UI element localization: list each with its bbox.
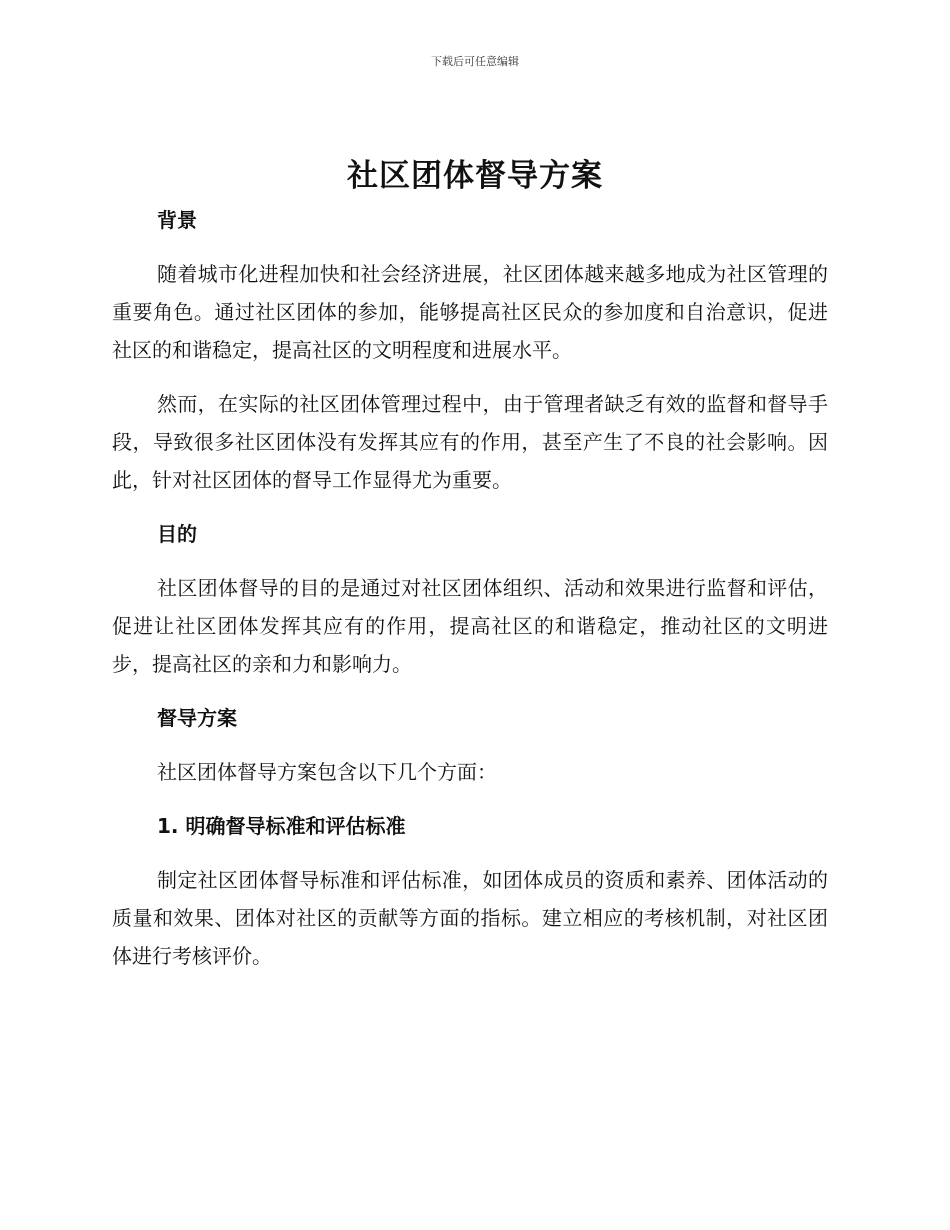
section-heading-plan: 督导方案: [157, 706, 237, 730]
section-heading-purpose: 目的: [157, 522, 197, 546]
plan-intro-paragraph: 社区团体督导方案包含以下几个方面：: [157, 760, 497, 784]
background-paragraph-2: 然而，在实际的社区团体管理过程中，由于管理者缺乏有效的监督和督导手段，导致很多社区团体没有发挥其应有的作用，甚至产生了不良的社会影响。因此，针对社区团体的督导工作显得尤为重要。: [112, 392, 828, 492]
background-paragraph-1: 随着城市化进程加快和社会经济进展，社区团体越来越多地成为社区管理的重要角色。通过社区团体的参加，能够提高社区民众的参加度和自治意识，促进社区的和谐稳定，提高社区的文明程度和进展水平。: [112, 262, 828, 362]
purpose-paragraph-1: 社区团体督导的目的是通过对社区团体组织、活动和效果进行监督和评估，促进让社区团体发挥其应有的作用，提高社区的和谐稳定，推动社区的文明进步，提高社区的亲和力和影响力。: [112, 576, 828, 676]
page-header: 下载后可任意编辑: [431, 55, 519, 68]
plan-item-1-paragraph: 制定社区团体督导标准和评估标准，如团体成员的资质和素养、团体活动的质量和效果、团体对社区的贡献等方面的指标。建立相应的考核机制，对社区团体进行考核评价。: [112, 868, 828, 968]
section-heading-background: 背景: [157, 208, 197, 232]
document-title: 社区团体督导方案: [347, 158, 603, 194]
plan-item-1-heading: 1. 明确督导标准和评估标准: [157, 814, 406, 838]
document-body: [112, 201, 828, 991]
